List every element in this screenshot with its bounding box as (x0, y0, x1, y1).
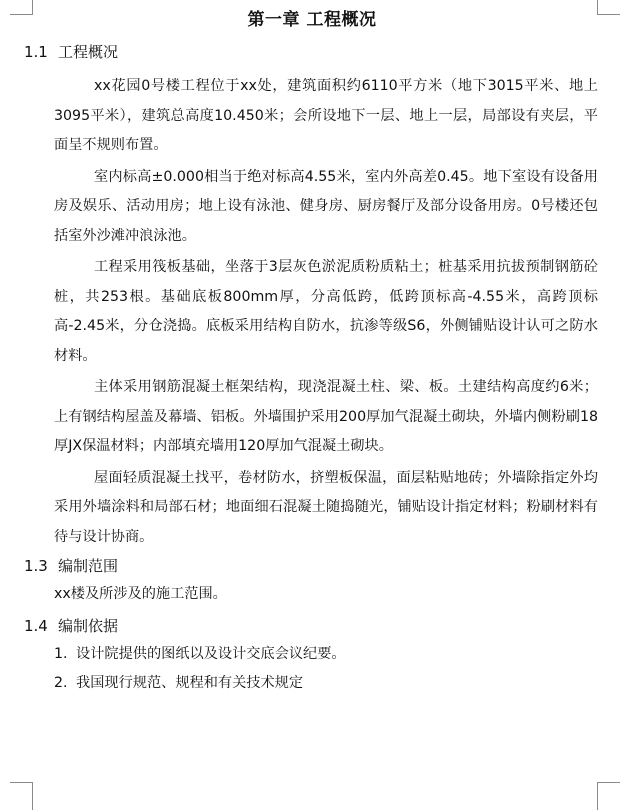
paragraph: xx花园0号楼工程位于xx处，建筑面积约6110平方米（地下3015平米、地上3095平米），建筑总高度10.450米；会所设地下一层、地上一层，局部设有夹层，平面呈不规则布置。 (54, 78, 598, 153)
section-number: 1.4 (24, 616, 48, 635)
list-item (24, 669, 600, 698)
paragraph: 主体采用钢筋混凝土框架结构，现浇混凝土柱、梁、板。土建结构高度约6米；上有钢结构屋盖及幕墙、铝板。外墙围护采用200厚加气混凝土砌块，外墙内侧粉刷18厚JX保温材料；内部填充墙用120厚加气混凝土砌块。 (54, 379, 598, 454)
list-index: 2. (54, 674, 68, 691)
paragraph: 工程采用筏板基础，坐落于3层灰色淤泥质粉质粘土；桩基采用抗拔预制钢筋砼桩，共253根。基础底板800mm厚，分高低跨，低跨顶标高-4.55米，高跨顶标高-2.45米，分仓浇捣。底板采用结构自防水，抗渗等级S6，外侧铺贴设计认可之防水材料。 (54, 259, 598, 364)
section-title: 工程概况 (58, 43, 119, 61)
paragraph: 屋面轻质混凝土找平，卷材防水，挤塑板保温，面层粘贴地砖；外墙除指定外均采用外墙涂料和局部石材；地面细石混凝土随捣随光，铺贴设计指定材料；粉刷材料有待与设计协商。 (54, 469, 598, 545)
page-corner-mark-bottom-right (597, 782, 620, 810)
chapter-title: 第一章 工程概况 (247, 10, 377, 30)
page-corner-mark-top-right (597, 0, 620, 15)
section-title: 编制依据 (58, 616, 119, 635)
list-index: 1. (54, 645, 68, 662)
page-corner-mark-bottom-left (10, 782, 33, 810)
document-page (24, 8, 600, 698)
section-heading-1-3 (24, 556, 600, 576)
section-heading-1-4 (24, 616, 600, 636)
list-text: 我国现行规范、规程和有关技术规定 (76, 674, 304, 691)
paragraph: xx楼及所涉及的施工范围。 (54, 586, 227, 602)
section-number: 1.1 (24, 43, 48, 61)
list-item (24, 640, 600, 669)
section-number: 1.3 (24, 557, 48, 575)
list-text: 设计院提供的图纸以及设计交底会议纪要。 (76, 645, 346, 662)
section-heading-1-1 (24, 42, 600, 62)
section-title: 编制范围 (58, 557, 119, 575)
paragraph: 室内标高±0.000相当于绝对标高4.55米，室内外高差0.45。地下室设有设备用房及娱乐、活动用房；地上设有泳池、健身房、厨房餐厅及部分设备用房。0号楼还包括室外沙滩冲浪泳池。 (54, 168, 598, 244)
